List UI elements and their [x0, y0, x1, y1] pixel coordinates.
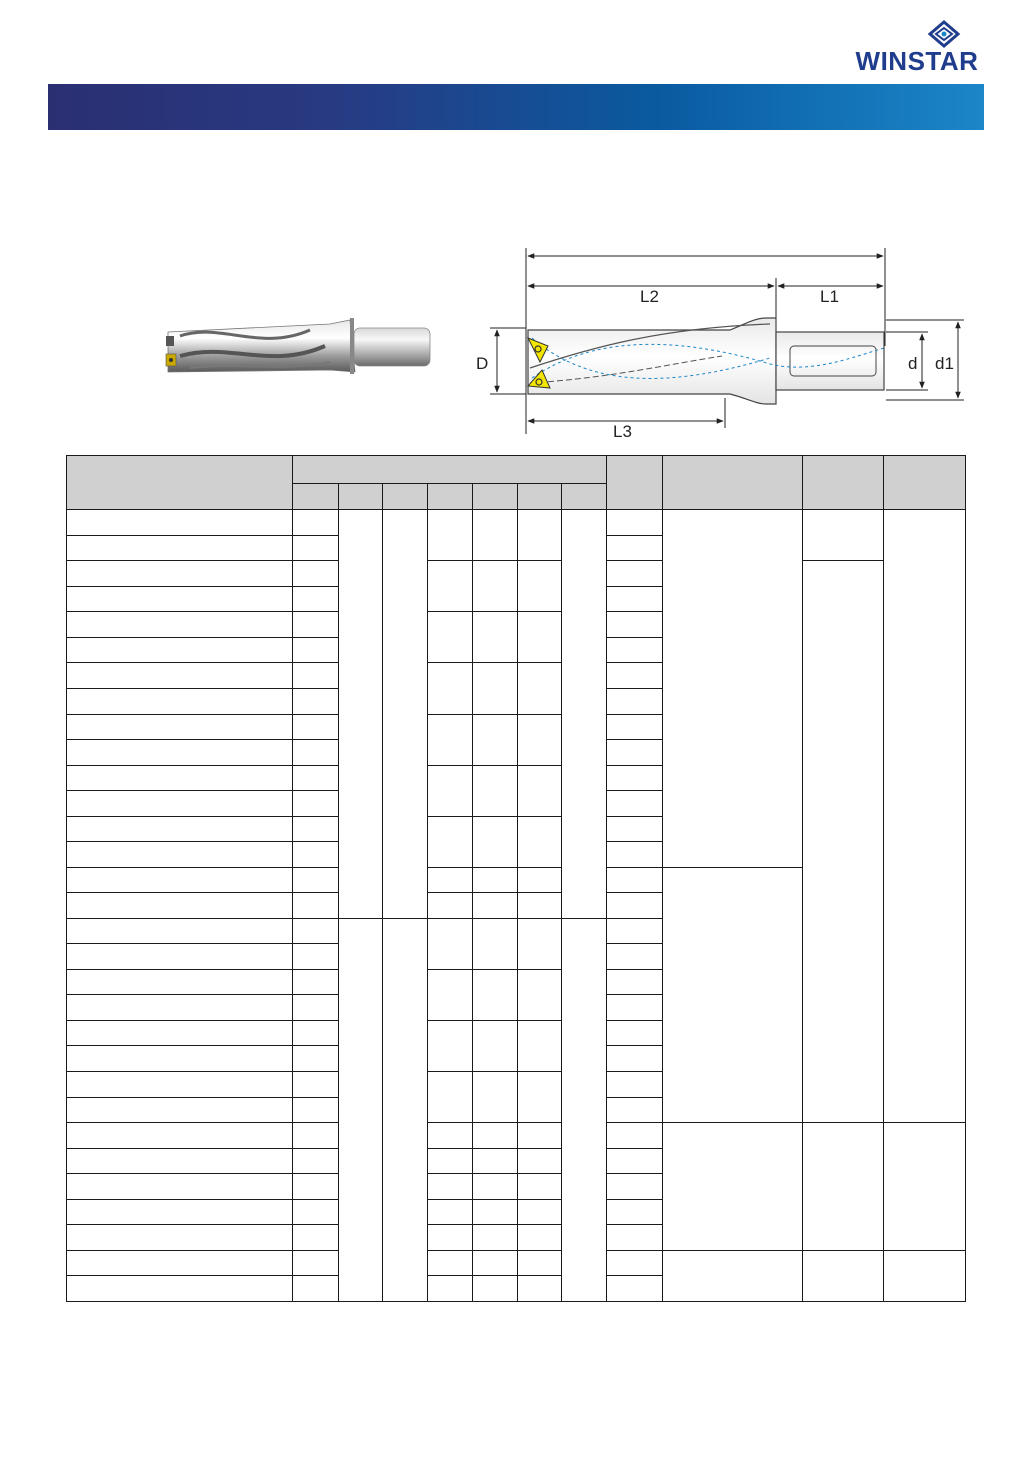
subheader-cell: [518, 484, 562, 510]
table-cell: [293, 612, 339, 638]
table-cell: [518, 1174, 562, 1200]
table-cell: [293, 1250, 339, 1276]
table-cell: [607, 1097, 663, 1123]
table-cell: [428, 1225, 473, 1251]
label-L1: L1: [820, 287, 839, 306]
table-cell: [473, 1276, 518, 1302]
table-cell: [607, 918, 663, 944]
table-cell: [663, 1123, 803, 1251]
table-cell: [428, 1123, 473, 1149]
table-cell: [293, 1020, 339, 1046]
table-cell: [67, 1225, 293, 1251]
table-cell: [67, 1199, 293, 1225]
header-cell: [67, 456, 293, 510]
table-cell: [293, 1071, 339, 1097]
header-cell: [884, 456, 966, 510]
table-cell: [607, 663, 663, 689]
subheader-cell: [428, 484, 473, 510]
table-cell: [473, 816, 518, 867]
table-cell: [607, 714, 663, 740]
table-cell: [607, 1225, 663, 1251]
table-cell: [293, 765, 339, 791]
table-cell: [518, 1123, 562, 1149]
table-cell: [293, 867, 339, 893]
winstar-logo: [846, 20, 988, 76]
table-row: [67, 1250, 966, 1276]
table-cell: [473, 969, 518, 1020]
subheader-cell: [293, 484, 339, 510]
table-cell: [473, 1148, 518, 1174]
table-cell: [607, 535, 663, 561]
table-cell: [293, 586, 339, 612]
table-cell: [293, 1276, 339, 1302]
table-cell: [473, 714, 518, 765]
table-cell: [562, 918, 607, 1301]
table-cell: [518, 1071, 562, 1122]
table-cell: [518, 663, 562, 714]
table-cell: [293, 740, 339, 766]
table-cell: [67, 1097, 293, 1123]
table-row: [67, 1123, 966, 1149]
table-cell: [518, 765, 562, 816]
table-cell: [428, 918, 473, 969]
table-cell: [473, 1071, 518, 1122]
table-cell: [293, 1046, 339, 1072]
table-cell: [473, 918, 518, 969]
table-row: [67, 510, 966, 536]
table-cell: [663, 510, 803, 867]
table-cell: [607, 1250, 663, 1276]
table-cell: [803, 561, 884, 1123]
logo-text: WINSTAR: [855, 46, 979, 76]
table-cell: [884, 1123, 966, 1251]
label-d: d: [908, 354, 918, 373]
table-cell: [663, 1250, 803, 1301]
header-cell: [607, 456, 663, 510]
table-cell: [607, 1071, 663, 1097]
table-cell: [803, 1123, 884, 1251]
table-cell: [518, 714, 562, 765]
table-cell: [293, 689, 339, 715]
table-cell: [67, 995, 293, 1021]
table-cell: [518, 1276, 562, 1302]
table-cell: [67, 867, 293, 893]
table-cell: [518, 612, 562, 663]
table-cell: [607, 791, 663, 817]
table-cell: [803, 1250, 884, 1301]
table-cell: [293, 663, 339, 689]
table-cell: [803, 510, 884, 561]
table-cell: [428, 765, 473, 816]
table-cell: [293, 791, 339, 817]
table-cell: [67, 586, 293, 612]
table-cell: [607, 765, 663, 791]
table-cell: [67, 791, 293, 817]
table-cell: [67, 918, 293, 944]
table-cell: [293, 535, 339, 561]
table-cell: [428, 1148, 473, 1174]
table-cell: [293, 714, 339, 740]
table-cell: [607, 637, 663, 663]
table-cell: [293, 969, 339, 995]
table-cell: [518, 1199, 562, 1225]
table-cell: [473, 1250, 518, 1276]
table-cell: [473, 1020, 518, 1071]
table-cell: [428, 867, 473, 893]
table-cell: [339, 918, 383, 1301]
table-cell: [67, 969, 293, 995]
table-cell: [428, 663, 473, 714]
table-cell: [607, 995, 663, 1021]
table-cell: [428, 1199, 473, 1225]
table-cell: [293, 561, 339, 587]
table-header-row: [67, 456, 966, 484]
table-cell: [428, 714, 473, 765]
table-cell: [293, 1123, 339, 1149]
table-cell: [518, 1148, 562, 1174]
header-cell: [803, 456, 884, 510]
table-cell: [428, 1174, 473, 1200]
table-cell: [607, 944, 663, 970]
table-cell: [67, 1071, 293, 1097]
table-cell: [607, 689, 663, 715]
subheader-cell: [383, 484, 428, 510]
table-cell: [473, 893, 518, 919]
label-d1: d1: [935, 354, 954, 373]
table-cell: [67, 535, 293, 561]
table-cell: [473, 867, 518, 893]
table-cell: [293, 1199, 339, 1225]
table-cell: [518, 918, 562, 969]
label-D: D: [476, 354, 489, 373]
table-cell: [473, 1199, 518, 1225]
table-cell: [607, 1276, 663, 1302]
table-cell: [518, 816, 562, 867]
table-cell: [473, 1174, 518, 1200]
table-cell: [607, 1174, 663, 1200]
table-cell: [607, 893, 663, 919]
table-cell: [518, 893, 562, 919]
table-cell: [428, 561, 473, 612]
table-cell: [67, 689, 293, 715]
table-cell: [607, 842, 663, 868]
table-cell: [473, 663, 518, 714]
table-cell: [67, 510, 293, 536]
table-cell: [67, 612, 293, 638]
table-cell: [518, 1250, 562, 1276]
table-cell: [67, 1250, 293, 1276]
table-cell: [607, 969, 663, 995]
table-cell: [67, 893, 293, 919]
table-cell: [562, 510, 607, 919]
table-cell: [67, 944, 293, 970]
table-cell: [293, 816, 339, 842]
table-cell: [518, 1225, 562, 1251]
table-cell: [67, 1148, 293, 1174]
table-cell: [473, 612, 518, 663]
table-cell: [293, 918, 339, 944]
header-cell: [293, 456, 607, 484]
table-cell: [607, 1199, 663, 1225]
table-cell: [67, 765, 293, 791]
table-cell: [67, 663, 293, 689]
table-cell: [293, 944, 339, 970]
table-cell: [518, 1020, 562, 1071]
specification-table: [66, 455, 966, 1302]
table-cell: [67, 740, 293, 766]
header-cell: [663, 456, 803, 510]
table-cell: [428, 816, 473, 867]
table-cell: [293, 1148, 339, 1174]
table-cell: [473, 561, 518, 612]
table-cell: [67, 842, 293, 868]
table-cell: [67, 1174, 293, 1200]
table-cell: [293, 1174, 339, 1200]
table-cell: [607, 1148, 663, 1174]
table-cell: [428, 1071, 473, 1122]
table-cell: [293, 893, 339, 919]
table-cell: [518, 561, 562, 612]
table-cell: [518, 969, 562, 1020]
table-row: [67, 561, 966, 587]
table-cell: [884, 510, 966, 1123]
table-cell: [293, 1097, 339, 1123]
table-cell: [607, 740, 663, 766]
table-cell: [607, 510, 663, 536]
table-cell: [518, 510, 562, 561]
table-cell: [428, 893, 473, 919]
table-cell: [663, 867, 803, 1122]
table-cell: [67, 816, 293, 842]
table-cell: [607, 612, 663, 638]
subheader-cell: [562, 484, 607, 510]
table-cell: [67, 637, 293, 663]
table-cell: [473, 1225, 518, 1251]
table-cell: [428, 1250, 473, 1276]
table-cell: [607, 586, 663, 612]
table-cell: [383, 918, 428, 1301]
table-cell: [884, 1250, 966, 1301]
indexable-drill-photo: [160, 312, 440, 392]
table-cell: [293, 637, 339, 663]
table-cell: [607, 1020, 663, 1046]
table-cell: [67, 714, 293, 740]
table-cell: [67, 1046, 293, 1072]
table-cell: [473, 1123, 518, 1149]
header-banner: [48, 84, 984, 130]
table-cell: [607, 816, 663, 842]
subheader-cell: [339, 484, 383, 510]
table-cell: [383, 510, 428, 919]
table-cell: [428, 1020, 473, 1071]
table-cell: [293, 995, 339, 1021]
table-cell: [67, 1123, 293, 1149]
table-cell: [293, 1225, 339, 1251]
table-cell: [607, 1123, 663, 1149]
subheader-cell: [473, 484, 518, 510]
label-L2: L2: [640, 287, 659, 306]
table-cell: [473, 765, 518, 816]
table-cell: [428, 1276, 473, 1302]
table-cell: [607, 561, 663, 587]
table-cell: [67, 1020, 293, 1046]
table-cell: [428, 969, 473, 1020]
table-cell: [339, 510, 383, 919]
table-cell: [607, 1046, 663, 1072]
table-cell: [518, 867, 562, 893]
table-cell: [607, 867, 663, 893]
table-cell: [67, 1276, 293, 1302]
table-cell: [67, 561, 293, 587]
table-cell: [428, 612, 473, 663]
label-L3: L3: [613, 422, 632, 438]
table-cell: [473, 510, 518, 561]
drill-dimension-diagram: [470, 238, 970, 438]
table-cell: [293, 842, 339, 868]
table-cell: [293, 510, 339, 536]
table-cell: [428, 510, 473, 561]
